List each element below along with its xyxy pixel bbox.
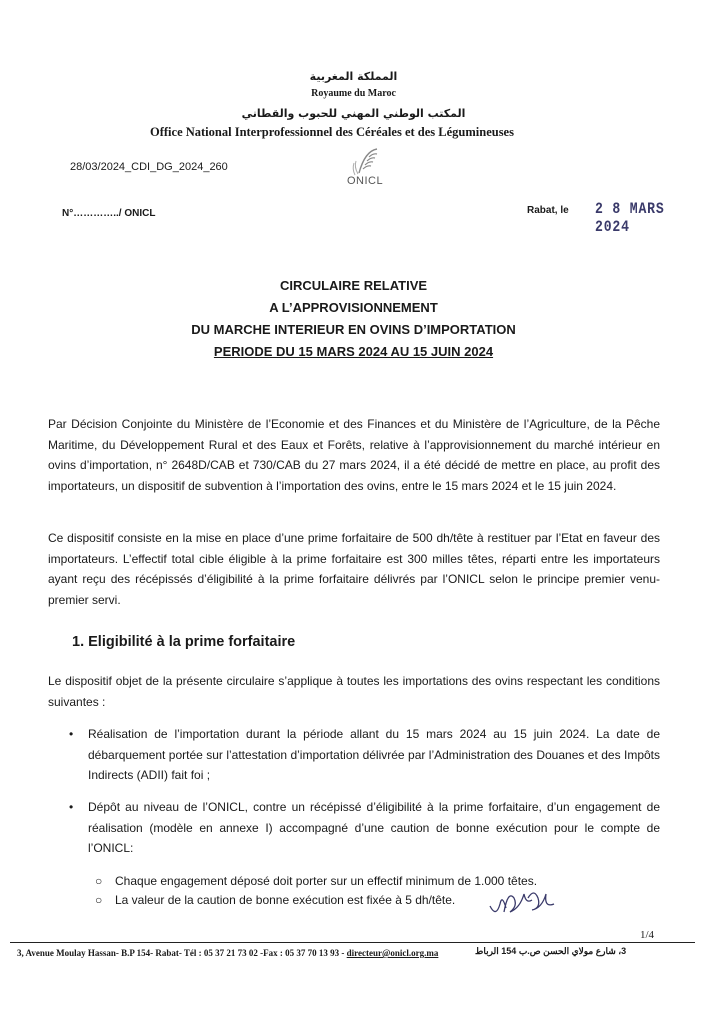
footer-address-text: 3, Avenue Moulay Hassan- B.P 154- Rabat- Tél : 05 37 21 73 02 -Fax : 05 37 70 13 93 - xyxy=(17,948,347,958)
title-line-3: DU MARCHE INTERIEUR EN OVINS D’IMPORTATION xyxy=(191,322,516,337)
section-1-intro: Le dispositif objet de la présente circulaire s’applique à toutes les importations des ovins respectant les conditions suivantes : xyxy=(48,674,660,709)
footer-address-arabic: 3، شارع مولاي الحسن ص.ب 154 الرباط xyxy=(475,946,627,956)
footer-divider xyxy=(10,942,695,943)
bullet-icon: • xyxy=(69,800,74,814)
bullet-2-text: Dépôt au niveau de l’ONICL, contre un récépissé d’éligibilité à la prime forfaitaire, d’un engagement de réalisation (modèle en annexe I) accompagné d’une caution de bonne exécution pour le compte de l’ONICL: xyxy=(88,800,660,856)
office-arabic: المكتب الوطني المهني للحبوب والقطاني xyxy=(241,107,466,120)
title-line-4: PERIODE DU 15 MARS 2024 AU 15 JUIN 2024 xyxy=(213,344,494,359)
bullet-1-text: Réalisation de l’importation durant la période allant du 15 mars 2024 au 15 juin 2024. La date de débarquement portée sur l’attestation d’importation délivrée par l’Administration des Douanes et des Impôts Indirects (ADII) fait foi ; xyxy=(88,727,660,783)
section-1-heading: 1. Eligibilité à la prime forfaitaire xyxy=(72,634,296,650)
logo-text: ONICL xyxy=(346,175,384,187)
document-reference: 28/03/2024_CDI_DG_2024_260 xyxy=(70,161,228,173)
paragraph-1: Par Décision Conjointe du Ministère de l’Economie et des Finances et du Ministère de l’Agriculture, de la Pêche Maritime, du Développement Rural et des Eaux et Forêts, relative à l’approvisionnement du marché intérieur en ovins d’importation, n° 2648D/CAB et 730/CAB du 27 mars 2024, il a été décidé de mettre en place, au profit des importateurs, un dispositif de subvention à l’importation des ovins, entre le 15 mars 2024 et le 15 juin 2024. xyxy=(48,417,660,493)
kingdom-french: Royaume du Maroc xyxy=(311,88,396,99)
document-number: N°…………../ ONICL xyxy=(62,208,156,219)
paragraph-2: Ce dispositif consiste en la mise en place d’une prime forfaitaire de 500 dh/tête à restituer par l’Etat en faveur des importateurs. L’effectif total cible éligible à la prime forfaitaire est 300 milles têtes, réparti entre les importateurs ayant reçu des récépissés d’éligibilité à la prime forfaitaire délivrés par l’ONICL selon le principe premier venu-premier servi. xyxy=(48,531,660,607)
office-french: Office National Interprofessionnel des Céréales et des Légumineuses xyxy=(150,125,514,139)
footer-email-link[interactable]: directeur@onicl.org.ma xyxy=(346,948,439,958)
footer-address xyxy=(17,948,438,958)
kingdom-arabic: المملكة المغربية xyxy=(309,70,398,83)
title-line-1: CIRCULAIRE RELATIVE xyxy=(279,278,428,293)
circular-title xyxy=(0,275,707,363)
sub-item-1 xyxy=(95,872,537,891)
sub-item-2 xyxy=(95,891,455,910)
stamp-date: 2 8 MARS 2024 xyxy=(595,200,665,236)
bullet-item-2 xyxy=(69,797,660,859)
sub-1-text: Chaque engagement déposé doit porter sur un effectif minimum de 1.000 têtes. xyxy=(115,874,538,888)
circle-bullet-icon: ○ xyxy=(95,874,103,888)
title-line-2: A L’APPROVISIONNEMENT xyxy=(269,300,438,315)
sub-2-text: La valeur de la caution de bonne exécution est fixée à 5 dh/tête. xyxy=(115,893,456,907)
signature-icon xyxy=(482,882,572,922)
page-number: 1/4 xyxy=(640,929,655,941)
place-label: Rabat, le xyxy=(527,205,569,216)
bullet-icon: • xyxy=(69,727,74,741)
circle-bullet-icon: ○ xyxy=(95,893,103,907)
bullet-item-1 xyxy=(69,724,660,786)
